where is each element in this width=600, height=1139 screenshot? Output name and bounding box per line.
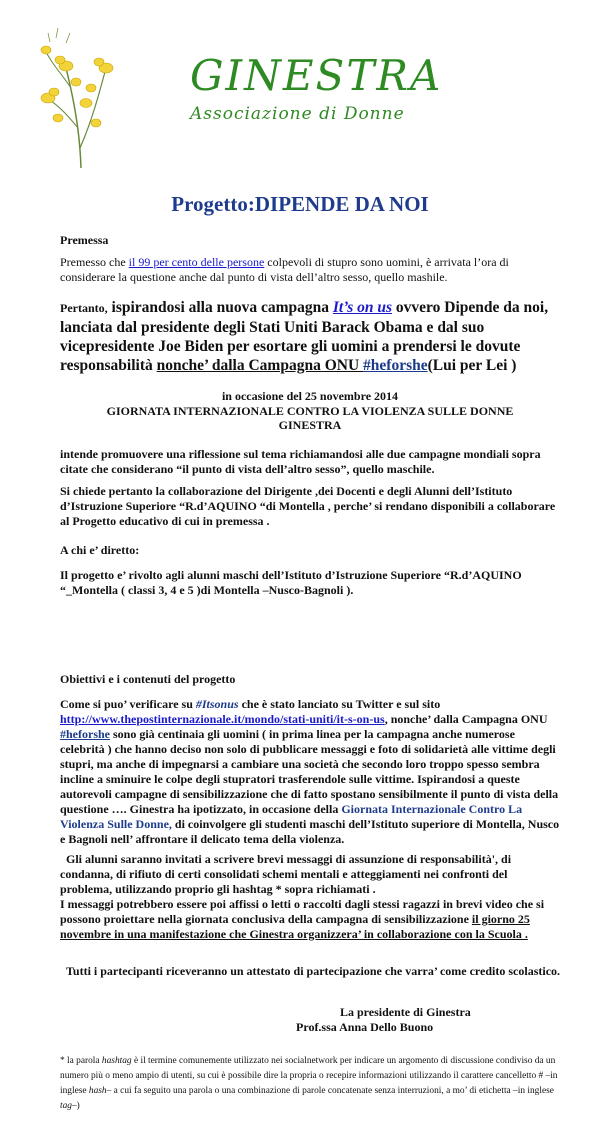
project-title: Progetto:DIPENDE DA NOI xyxy=(171,192,429,216)
occasion-line2: GIORNATA INTERNAZIONALE CONTRO LA VIOLENZA SULLE DONNE xyxy=(106,404,514,418)
brand-subtitle: Associazione di Donne xyxy=(190,104,405,124)
obiettivi-paragraph-3: I messaggi potrebbero essere poi affissi o letti o raccolti dagli stessi ragazzi in brevi video che si possono proiettare nella giornata conclusiva della campagna di sensibilizzazione il giorno 25 novembre in una manifestazione che Ginestra organizzera’ in collaborazione con la Scuola . xyxy=(60,897,545,941)
occasion-line1: in occasione del 25 novembre 2014 xyxy=(221,389,399,403)
obiettivi-heading: Obiettivi e i contenuti del progetto xyxy=(60,672,236,686)
signature-name: Prof.ssa Anna Dello Buono xyxy=(296,1020,434,1034)
signature-role: La presidente di Ginestra xyxy=(340,1005,471,1019)
diretto-paragraph: Il progetto e’ rivolto agli alunni maschi dell’Istituto d’Istruzione Superiore “R.d’AQUINO “_Montella ( classi 3, 4 e 5 )di Montella –Nusco-Bagnoli ). xyxy=(60,568,522,597)
obiettivi-paragraph-2: Gli alunni saranno invitati a scrivere brevi messaggi di assunzione di responsabilità', di condanna, di rifiuto di certi consolidati schemi mentali e atteggiamenti nei confronti del problema, utilizzando proprio gli hashtag * sopra richiamati . xyxy=(60,852,512,896)
link-thepost[interactable]: http://www.thepostinternazionale.it/mondo/stati-uniti/it-s-on-us xyxy=(60,712,385,726)
link-99-percent[interactable]: il 99 per cento delle persone xyxy=(128,255,265,269)
giornata-highlight: Giornata Internazionale Contro La Violenza Sulle Donne, xyxy=(60,802,523,831)
obiettivi-paragraph-1: Come si puo’ verificare su #Itsonus che è stato lanciato su Twitter e sul sito http://www.thepostinternazionale.it/mondo/stati-uniti/it-s-on-us, nonche’ dalla Campagna ONU #heforshe sono già centinaia gli uomini ( in prima linea per la campagna anche numerose celebrità ) che hanno deciso non solo di pubblicare messaggi e foto di solidarietà alle vittime degli stupri, ma anche di impegnarsi a cambiare una società che secondo loro troppo spesso sembra incline a sminuire le colpe degli stupratori trasferendole sulle vittime. Ispirandosi a queste autorevoli campagne di sensibilizzazione che di fatto spostano sensibilmente il punto di vista della questione …. Ginestra ha ipotizzato, in occasione della Giornata Internazionale Contro La Violenza Sulle Donne, di coinvolgere gli studenti maschi dell’Istituto superiore di Montella, Nusco e Bagnoli nell’ affrontare il delicato tema della violenza. xyxy=(60,697,560,846)
hashtag-heforshe[interactable]: #heforshe xyxy=(363,357,428,374)
footnote: * la parola hashtag è il termine comunemente utilizzato nei socialnetwork per indicare un argomento di discussione condiviso da un numero più o meno ampio di utenti, su cui è possibile dire la propria o recepire informazioni utilizzando il carattere cancelletto # –in inglese hash– a cui fa seguito una parola o una combinazione di parole concatenate senza interruzioni, a mo’ di etichetta –in inglese tag–) xyxy=(60,1056,558,1111)
intende-paragraph: intende promuovere una riflessione sul tema richiamandosi alle due campagne mondiali sopra citate che considerano “il punto di vista dell’altro sesso”, quello maschile. xyxy=(60,447,541,476)
header xyxy=(0,0,600,170)
campaign-its-on-us: It’s on us xyxy=(332,299,393,316)
ginestra-flower-icon xyxy=(36,28,126,168)
brand-title: GINESTRA xyxy=(190,51,443,100)
occasion-line3: GINESTRA xyxy=(278,418,342,432)
premessa-heading: Premessa xyxy=(60,233,109,247)
pertanto-paragraph: Pertanto, ispirandosi alla nuova campagna It’s on us ovvero Dipende da noi, lanciata dal presidente degli Stati Uniti Barack Obama e dal suo vicepresidente Joe Biden per esortare gli uomini a prendersi le dovute responsabilità nonche’ dalla Campagna ONU #heforshe(Lui per Lei ) xyxy=(60,299,549,374)
premessa-paragraph: Premesso che il 99 per cento delle persone colpevoli di stupro sono uomini, è arrivata l’ora di considerare la questione anche dal punto di vista dell’altro sesso, quello mashile. xyxy=(60,255,509,284)
hashtag-heforshe-2[interactable]: #heforshe xyxy=(60,727,110,741)
attestato-paragraph: Tutti i partecipanti riceveranno un attestato di partecipazione che varra’ come credito scolastico. xyxy=(66,964,561,978)
collaborazione-paragraph: Si chiede pertanto la collaborazione del Dirigente ,dei Docenti e degli Alunni dell’Istituto d’Istruzione Superiore “R.d’AQUINO “di Montella , perche’ si rendano disponibili a collaborare al Progetto educativo di cui in premessa . xyxy=(60,484,556,528)
diretto-heading: A chi e’ diretto: xyxy=(60,543,140,557)
hashtag-itsonus[interactable]: #Itsonus xyxy=(195,697,239,711)
